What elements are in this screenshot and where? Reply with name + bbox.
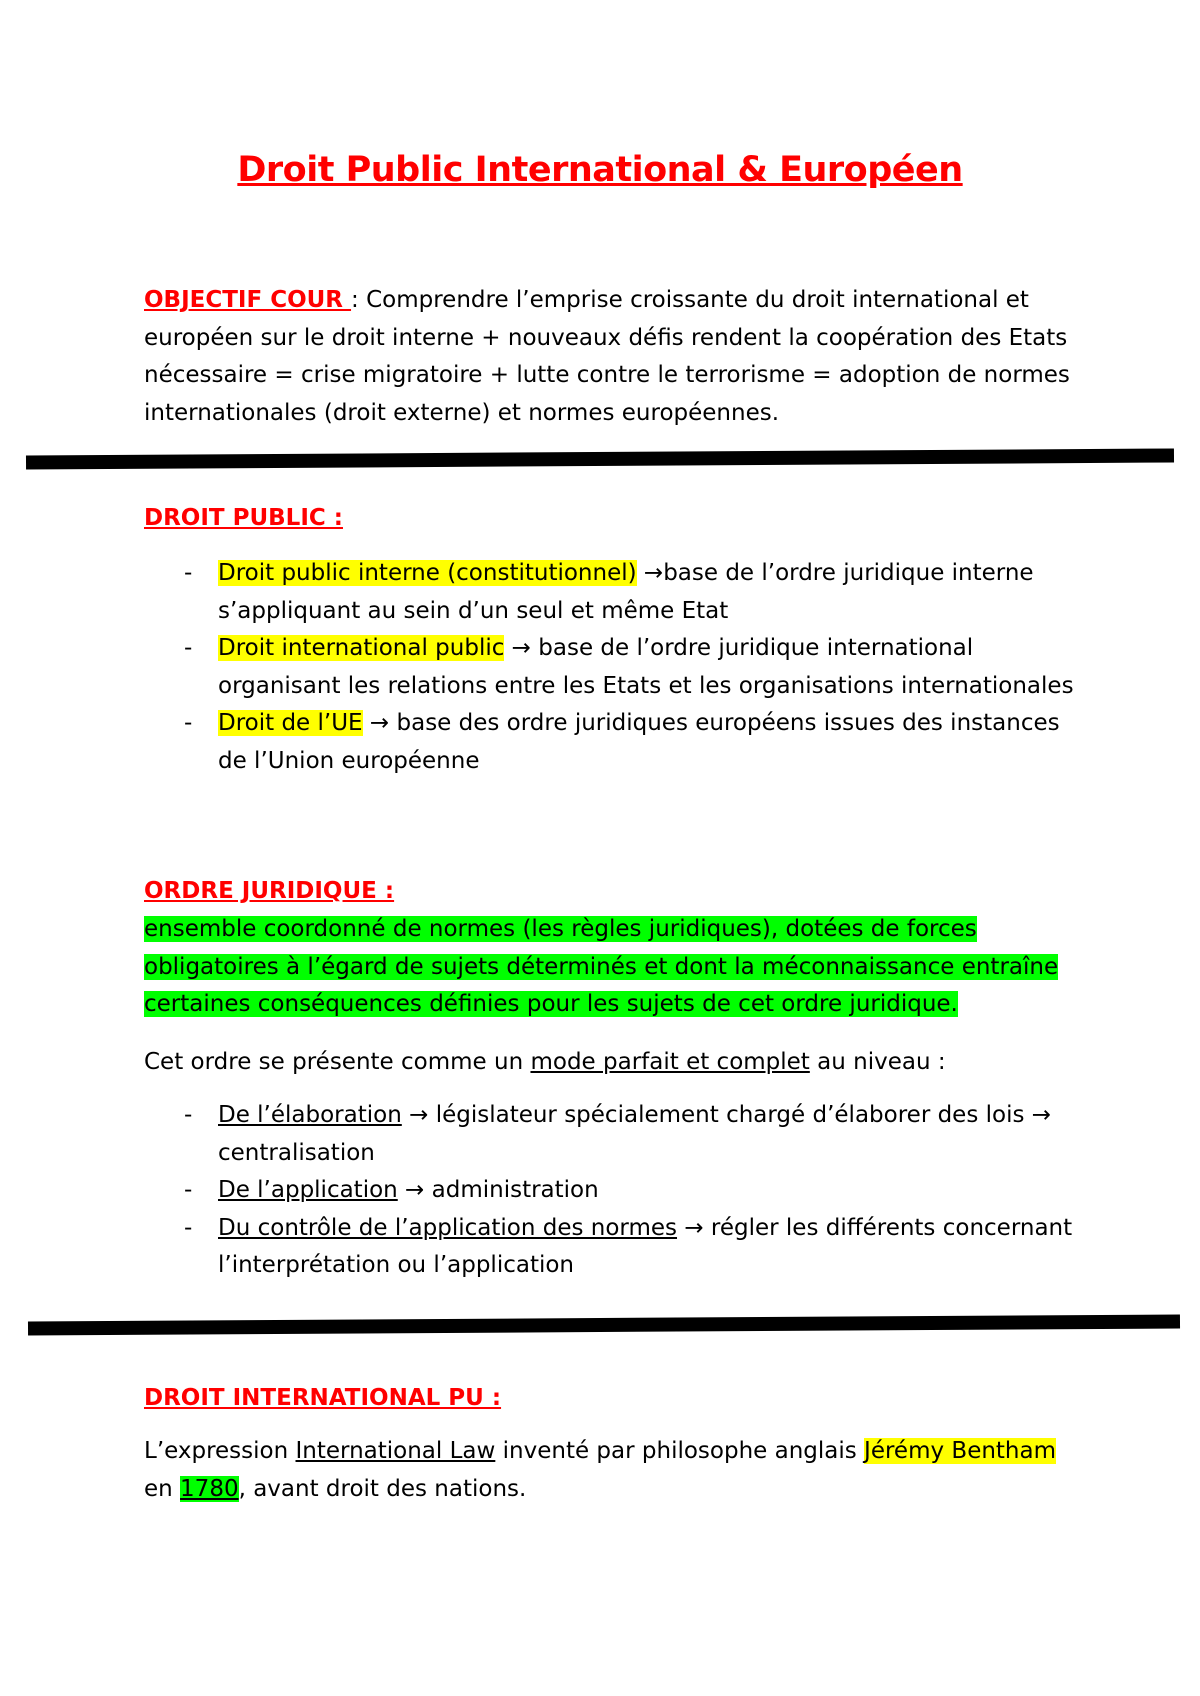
objectif-text: Comprendre l’emprise croissante du droit international et européen sur le droit interne + nouveaux défis rendent la coopération des Etats nécessaire = crise migratoire + lutte contre le terrorisme = adoption de normes internationales (droit externe) et normes européennes. [144,287,1070,426]
droit-international-heading: DROIT INTERNATIONAL PU : [144,1385,502,1411]
list-item [144,705,1074,780]
droit-public-list-block [144,555,1074,780]
list-item [144,630,1074,705]
droit-public-heading: DROIT PUBLIC : [144,505,343,531]
intro-text-end: au niveau : [809,1049,946,1075]
droit-public-heading-block [144,500,1074,538]
section-divider [28,1314,1180,1335]
arrow-icon: → [636,560,664,586]
underlined-term: De l’application [218,1177,398,1203]
droit-international-paragraph [144,1433,1074,1508]
paragraph-text: en [144,1475,181,1502]
objectif-separator: : [351,287,359,313]
list-item-text: base de l’ordre juridique international organisant les relations entre les Etats et les organisations internationales [218,635,1074,699]
ordre-juridique-definition-block [144,911,1074,1024]
list-item [144,1172,1074,1210]
international-law-term: International Law [295,1438,496,1464]
highlight-term: Droit public interne (constitutionnel) [218,560,637,586]
highlight-term: Droit de l’UE [218,710,363,736]
section-divider [26,448,1174,469]
ordre-juridique-intro [144,1044,1074,1082]
paragraph-text: inventé par philosophe anglais [495,1438,865,1464]
list-item-text: base des ordre juridiques européens issues des instances de l’Union européenne [218,710,1060,774]
droit-public-list [144,555,1074,780]
intro-text: Cet ordre se présente comme un [144,1049,531,1075]
list-item-text: → administration [397,1177,599,1203]
arrow-icon: → [504,635,531,661]
underlined-term: De l’élaboration [218,1102,402,1128]
list-item-text: base de l’ordre juridique interne s’appliquant au sein d’un seul et même Etat [218,560,1034,624]
objectif-label: OBJECTIF COUR [144,287,352,313]
list-item-text: → législateur spécialement chargé d’élaborer des lois → centralisation [218,1102,1052,1166]
year: 1780 [180,1475,239,1502]
ordre-juridique-list-block [144,1097,1074,1285]
ordre-juridique-list [144,1097,1074,1285]
list-item [144,1210,1074,1285]
list-item-text: → régler les différents concernant l’interprétation ou l’application [218,1214,1073,1278]
list-item [144,1097,1074,1172]
list-item [144,555,1074,630]
droit-international-heading-block [144,1380,1074,1418]
paragraph-text: L’expression [144,1438,296,1464]
underlined-term: Du contrôle de l’application des normes [218,1214,678,1241]
ordre-juridique-heading-block [144,873,1074,911]
document-title: Droit Public International & Européen [237,150,963,190]
arrow-icon: → [362,710,390,736]
intro-underline: mode parfait et complet [530,1049,810,1075]
person-name: Jérémy Bentham [864,1438,1057,1464]
highlight-term: Droit international public [218,635,505,661]
ordre-juridique-definition: ensemble coordonné de normes (les règles juridiques), dotées de forces obligatoires à l’égard de sujets déterminés et dont la méconnaissance entraîne certaines conséquences définies pour les sujets de cet ordre juridique. [144,916,1059,1017]
paragraph-text: , avant droit des nations. [238,1475,527,1502]
ordre-juridique-heading: ORDRE JURIDIQUE : [144,878,395,904]
objectif-paragraph [144,282,1074,432]
